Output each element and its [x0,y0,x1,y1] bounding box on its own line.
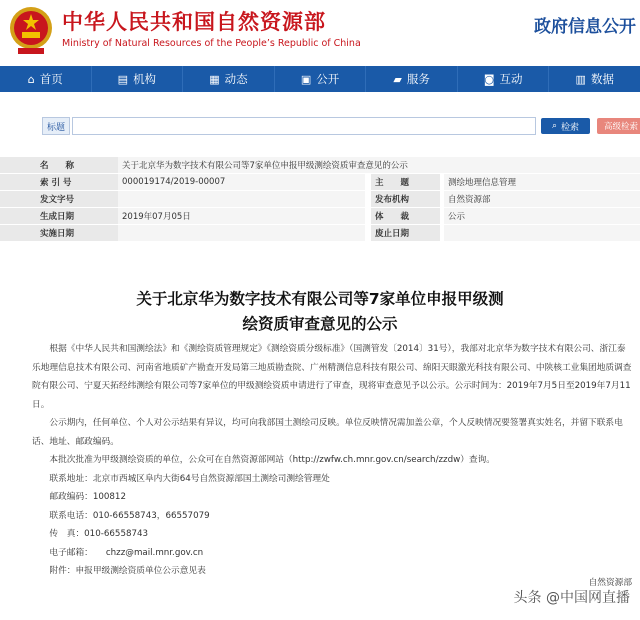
subject-label: 主 题 [371,174,440,191]
site-name-english: Ministry of Natural Resources of the People’s Republic of China [62,38,361,49]
table-row [0,208,640,225]
site-header [0,0,640,66]
search-bar [42,117,638,135]
attachment-link[interactable]: 附件：申报甲级测绘资质单位公示意见表 [49,566,206,576]
index-value: 000019174/2019-00007 [118,174,365,191]
nav-item-interact[interactable] [458,66,550,92]
article-title-line: 关于北京华为数字技术有限公司等7家单位申报甲级测 [136,290,504,308]
news-icon: ▦ [209,72,220,86]
table-row [0,191,640,208]
abolish-date-label: 废止日期 [371,225,440,242]
effective-date-label: 实施日期 [0,225,118,242]
date-label: 生成日期 [0,208,118,225]
name-value: 关于北京华为数字技术有限公司等7家单位申报甲级测绘资质审查意见的公示 [118,157,640,174]
nav-item-service[interactable] [366,66,458,92]
contact-phone: 联系电话：010-66558743，66557079 [49,510,210,521]
table-row [0,157,640,174]
genre-value: 公示 [444,208,640,225]
watermark: 头条 @中国网直播 [513,590,630,606]
doc-number-value [118,191,365,208]
gov-info-title[interactable]: 政府信息公开 [534,17,636,37]
paragraph: 根据《中华人民共和国测绘法》和《测绘资质管理规定》《测绘资质分级标准》（国测管发〔2014〕31号），我部对北京华为数字技术有限公司、浙江泰乐地理信息技术有限公司、河南省地质矿产勘查开发局第三地质勘查院、广州精测信息科技有限公司、绵阳天眼激光科技有限公司、中陕核工业集团地质调查院有限公司、宁夏天拓经纬测绘有限公司等7家单位的甲级测绘资质申请进行了审查，现将审查意见予以公示。公示时间为：2019年7月5日至2019年7月11日。 [32,344,632,410]
national-emblem-icon [8,4,54,56]
advanced-search-button[interactable]: 高级检索 [597,118,640,134]
nav-item-org[interactable] [92,66,184,92]
nav-item-label: 公开 [316,72,340,86]
site-name[interactable]: 中华人民共和国自然资源部 [62,10,326,34]
search-button[interactable] [541,118,590,134]
article-body [32,340,632,581]
paragraph: 本批次批准为甲级测绘资质的单位，公众可在自然资源部网站（http://zwfw.ch.mnr.gov.cn/search/zzdw）查询。 [49,455,495,465]
article-title [0,287,640,337]
nav-item-label: 首页 [39,72,63,86]
org-icon: ▤ [117,72,129,86]
nav-item-label: 数据 [590,72,614,86]
nav-item-public[interactable] [275,66,367,92]
home-icon: ⌂ [27,72,35,86]
subject-value: 测绘地理信息管理 [444,174,640,191]
doc-number-label: 发文字号 [0,191,118,208]
issuer-value: 自然资源部 [444,191,640,208]
date-value: 2019年07月05日 [118,208,365,225]
search-icon: ⌕ [551,121,558,131]
name-label: 名 称 [0,157,118,174]
paragraph: 公示期内，任何单位、个人对公示结果有异议，均可向我部国土测绘司反映。单位反映情况需加盖公章，个人反映情况要签署真实姓名，并留下联系电话、地址、邮政编码。 [32,418,623,447]
main-nav [0,66,640,92]
nav-item-data[interactable] [549,66,640,92]
abolish-date-value [444,225,640,242]
nav-item-news[interactable] [183,66,275,92]
cart-icon: ▰ [393,72,402,86]
genre-label: 体 裁 [371,208,440,225]
signature: 自然资源部 [588,578,632,588]
chat-icon: ◙ [483,72,495,86]
search-button-label: 检索 [561,122,580,133]
table-row [0,174,640,191]
nav-item-label: 服务 [406,72,430,86]
table-row [0,225,640,242]
index-label: 索 引 号 [0,174,118,191]
postcode: 邮政编码：100812 [49,492,126,502]
nav-item-label: 机构 [133,72,157,86]
issuer-label: 发布机构 [371,191,440,208]
nav-item-label: 互动 [499,72,523,86]
effective-date-value [118,225,365,242]
document-metadata-table [0,157,640,242]
search-input[interactable] [72,117,536,135]
fax: 传 真：010-66558743 [49,529,149,539]
nav-item-label: 动态 [224,72,248,86]
document-icon: ▣ [300,72,312,86]
search-field-selector[interactable]: 标题 [42,117,70,135]
article-title-line: 绘资质审查意见的公示 [242,315,398,333]
chart-icon: ▥ [575,72,586,86]
contact-address: 联系地址：北京市西城区阜内大街64号自然资源部国土测绘司测绘管理处 [49,473,330,484]
nav-item-home[interactable] [0,66,92,92]
email: 电子邮箱： chzz@mail.mnr.gov.cn [49,547,204,558]
